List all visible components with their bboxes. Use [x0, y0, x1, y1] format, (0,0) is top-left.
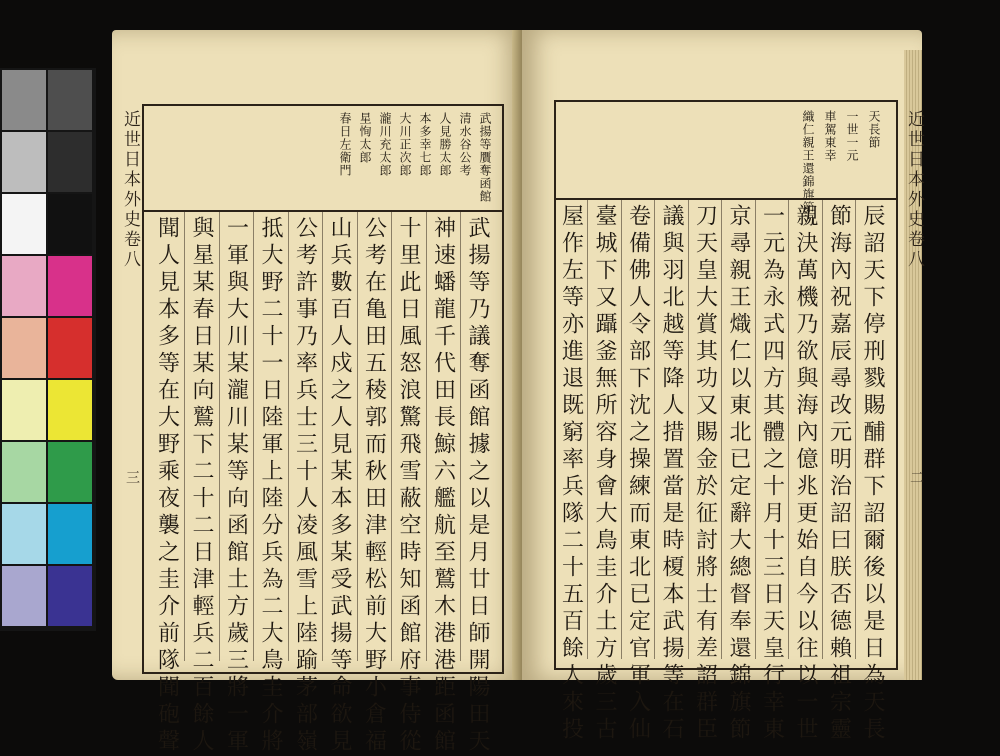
column-rule [288, 212, 289, 661]
color-swatch [48, 504, 92, 564]
column-rule [357, 212, 358, 661]
column-rule [253, 212, 254, 661]
header-note: 人見勝太郎 [438, 112, 452, 177]
right-margin-title: 近世日本外史卷八 [904, 110, 924, 270]
column-rule [822, 200, 823, 659]
left-margin-title: 近世日本外史卷八 [120, 110, 140, 270]
color-calibration-chart [0, 68, 96, 631]
color-swatch [2, 132, 46, 192]
column-rule [587, 200, 588, 659]
text-column: 卷備佛人令部下沈之操練而東北已定官軍入仙 [625, 204, 651, 744]
color-swatch [2, 70, 46, 130]
color-swatch [48, 318, 92, 378]
text-column: 刀天皇大賞其功又賜金於征討將士有差詔群臣 [692, 204, 718, 744]
column-rule [322, 212, 323, 661]
column-rule [184, 212, 185, 661]
color-swatch [48, 132, 92, 192]
header-note: 瀧川充太郎 [378, 112, 392, 177]
text-column: 屋作左等亦進退既窮率兵隊二十五百餘人來投 [558, 204, 584, 744]
color-swatch [48, 194, 92, 254]
left-page [112, 30, 522, 756]
header-note: 本多幸七郎 [418, 112, 432, 177]
header-note: 清水谷公考 [458, 112, 472, 177]
color-swatch [2, 504, 46, 564]
color-swatch [2, 256, 46, 316]
text-column: 武揚等乃議奪函館據之以是月廿日師開陽田天 [465, 216, 490, 756]
text-column: 與星某春日某向鷲下二十二日津輕兵二百餘人 [189, 216, 214, 756]
column-rule [391, 212, 392, 661]
column-rule [426, 212, 427, 661]
column-rule [621, 200, 622, 659]
text-column: 聞人見本多等在大野乘夜襲之圭介前隊聞砲聲 [154, 216, 180, 756]
color-swatch [2, 566, 46, 626]
column-rule [788, 200, 789, 659]
header-note: 星恂太郎 [358, 112, 372, 164]
text-column: 京尋親王熾仁以東北已定辭大總督奉還錦旗節 [726, 204, 751, 744]
header-note: 一世一元 [845, 110, 859, 162]
header-note: 春日左衛門 [338, 112, 352, 177]
header-note: 大川正次郎 [398, 112, 412, 177]
text-column: 公考在亀田五稜郭而秋田津輕松前大野小倉福 [361, 216, 387, 756]
text-column: 山兵數百人戍之人見某本多某受武揚等命欲見 [327, 216, 352, 756]
color-swatch [2, 442, 46, 502]
color-swatch [48, 256, 92, 316]
color-swatch [48, 566, 92, 626]
left-page-number: 三 [124, 470, 140, 484]
header-note: 天長節 [867, 110, 881, 149]
header-note: 武揚等贋奪函館 [478, 112, 492, 203]
right-page-number: 二 [908, 470, 924, 484]
column-rule [755, 200, 756, 659]
header-note: 織仁親王還錦旗節刀 [801, 110, 815, 227]
text-column: 公考許事乃率兵士三十人凌風雪上陸踰茅部嶺 [292, 216, 318, 756]
color-swatch [48, 380, 92, 440]
text-column: 神速蟠龍千代田長鯨六艦航至鷲木港港距函館 [430, 216, 456, 756]
text-column: 辰詔天下停刑戮賜酺群下詔爾後以是日為天長 [860, 204, 885, 744]
text-column: 親決萬機乃欲與海內億兆更始自今以往以一世 [793, 204, 818, 744]
color-swatch [48, 70, 92, 130]
text-column: 臺城下又躡釜無所容身會大鳥圭介土方歲三古 [592, 204, 617, 744]
color-swatch [2, 194, 46, 254]
color-swatch [2, 318, 46, 378]
color-swatch [2, 380, 46, 440]
right-header-rule [554, 198, 896, 200]
header-note: 車駕東幸 [823, 110, 837, 162]
column-rule [219, 212, 220, 661]
column-rule [721, 200, 722, 659]
open-book [112, 20, 938, 756]
text-column: 十里此日風怒浪驚飛雪蔽空時知函館府事侍從 [396, 216, 421, 756]
text-column: 一軍與大川某瀧川某等向函館土方歲三將一軍 [223, 216, 249, 756]
text-column: 節海內祝嘉辰尋改元明治詔曰朕否德賴祖宗靈 [826, 204, 852, 744]
column-rule [855, 200, 856, 659]
text-column: 抵大野二十一日陸軍上陸分兵為二大鳥圭介將 [258, 216, 283, 756]
right-page [522, 30, 924, 744]
color-swatch [48, 442, 92, 502]
column-rule [688, 200, 689, 659]
text-column: 一元為永式四方其體之十月十三日天皇行幸東 [759, 204, 785, 744]
column-rule [654, 200, 655, 659]
text-column: 議與羽北越等降人措置當是時榎本武揚等在石 [659, 204, 684, 744]
column-rule [460, 212, 461, 661]
